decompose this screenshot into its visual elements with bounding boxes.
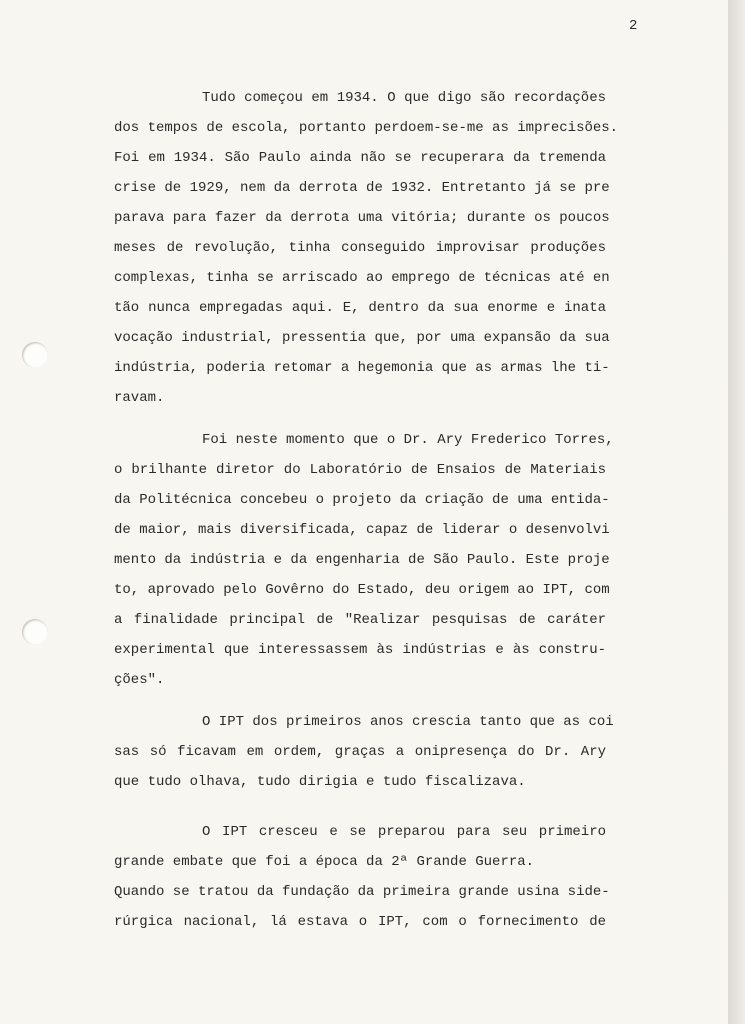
text-line: tão nunca empregadas aqui. E, dentro da sua enorme e inata: [114, 300, 606, 316]
punch-hole: [22, 342, 48, 368]
text-line: indústria, poderia retomar a hegemonia que as armas lhe ti-: [114, 360, 610, 376]
punch-hole: [22, 619, 48, 645]
text-line: crise de 1929, nem da derrota de 1932. Entretanto já se pre: [114, 180, 610, 196]
text-line: meses de revolução, tinha conseguido improvisar produções: [114, 240, 606, 256]
text-line: experimental que interessassem às indústrias e às constru-: [114, 642, 606, 658]
text-line: complexas, tinha se arriscado ao emprego de técnicas até en: [114, 270, 610, 286]
text-line: que tudo olhava, tudo dirigia e tudo fiscalizava.: [114, 774, 526, 790]
page-number: 2: [629, 18, 638, 34]
text-line: da Politécnica concebeu o projeto da criação de uma entida-: [114, 492, 610, 508]
text-line: dos tempos de escola, portanto perdoem-se-me as imprecisões.: [114, 120, 619, 136]
text-line: ravam.: [114, 390, 165, 406]
text-line: rúrgica nacional, lá estava o IPT, com o fornecimento de: [114, 914, 606, 930]
text-line: ções".: [114, 672, 165, 688]
text-line: grande embate que foi a época da 2ª Grande Guerra.: [114, 854, 535, 870]
scan-edge: [728, 0, 745, 1024]
text-line: Quando se tratou da fundação da primeira grande usina side-: [114, 884, 610, 900]
text-line: mento da indústria e da engenharia de São Paulo. Este proje: [114, 552, 610, 568]
text-line: Foi em 1934. São Paulo ainda não se recuperara da tremenda: [114, 150, 606, 166]
text-line: o brilhante diretor do Laboratório de Ensaios de Materiais: [114, 462, 606, 478]
text-line: parava para fazer da derrota uma vitória; durante os poucos: [114, 210, 610, 226]
text-line: Foi neste momento que o Dr. Ary Frederico Torres,: [202, 432, 614, 448]
text-line: vocação industrial, pressentia que, por uma expansão da sua: [114, 330, 610, 346]
text-line: to, aprovado pelo Govêrno do Estado, deu origem ao IPT, com: [114, 582, 610, 598]
text-line: de maior, mais diversificada, capaz de liderar o desenvolvi: [114, 522, 610, 538]
text-line: O IPT dos primeiros anos crescia tanto que as coi: [202, 714, 614, 730]
text-line: O IPT cresceu e se preparou para seu primeiro: [202, 824, 606, 840]
text-line: Tudo começou em 1934. O que digo são recordações: [202, 90, 606, 106]
text-line: a finalidade principal de "Realizar pesquisas de caráter: [114, 612, 606, 628]
text-line: sas só ficavam em ordem, graças a onipresença do Dr. Ary: [114, 744, 606, 760]
